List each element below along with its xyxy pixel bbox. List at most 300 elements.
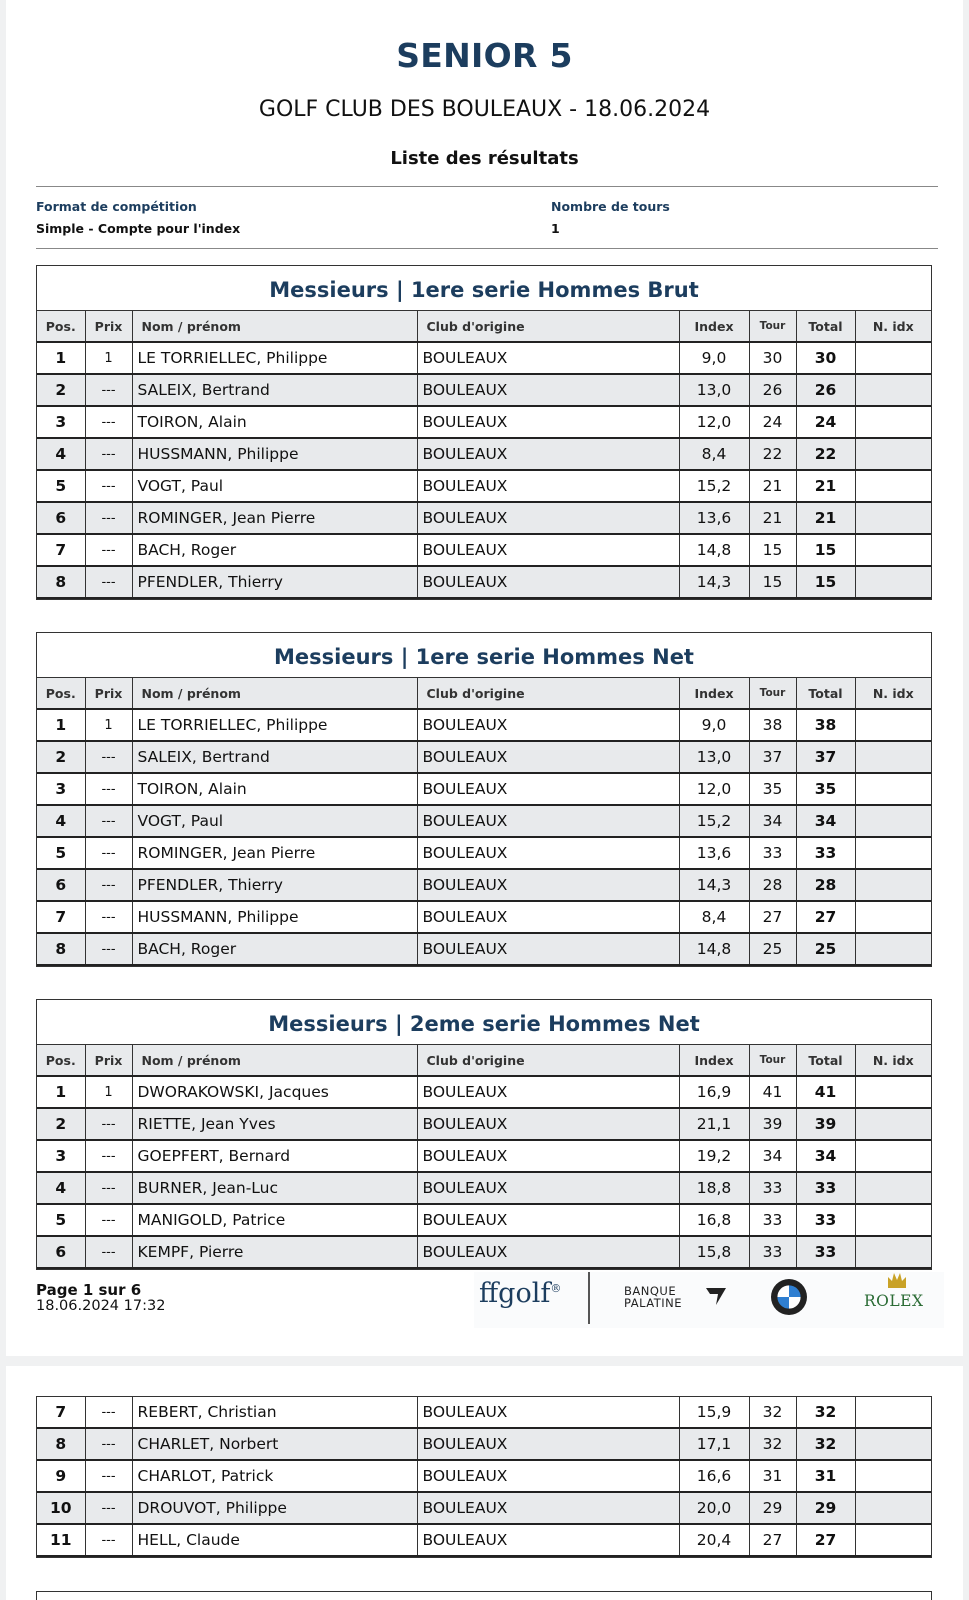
total-header: Total <box>796 678 855 709</box>
position-cell: 7 <box>37 534 85 566</box>
round-score-cell: 33 <box>749 837 796 869</box>
index-cell: 8,4 <box>679 901 749 933</box>
index-cell: 13,6 <box>679 837 749 869</box>
club-and-date: GOLF CLUB DES BOULEAUX - 18.06.2024 <box>258 97 711 122</box>
index-cell: 20,4 <box>679 1524 749 1556</box>
round-score-cell: 27 <box>749 1524 796 1556</box>
prize-cell: --- <box>85 534 132 566</box>
index-cell: 14,8 <box>679 534 749 566</box>
player-name-cell: TOIRON, Alain <box>132 406 417 438</box>
round-score-cell: 37 <box>749 741 796 773</box>
position-cell: 2 <box>37 374 85 406</box>
club-cell: BOULEAUX <box>417 1460 679 1492</box>
tour-header: Tour <box>749 678 796 709</box>
round-score-cell: 28 <box>749 869 796 901</box>
total-header: Total <box>796 1045 855 1076</box>
prize-cell: --- <box>85 805 132 837</box>
new-index-cell <box>855 534 931 566</box>
position-cell: 2 <box>37 1108 85 1140</box>
position-cell: 6 <box>37 502 85 534</box>
position-cell: 1 <box>37 342 85 374</box>
position-cell: 11 <box>37 1524 85 1556</box>
total-cell: 30 <box>796 342 855 374</box>
round-score-cell: 30 <box>749 342 796 374</box>
position-cell: 5 <box>37 470 85 502</box>
total-cell: 32 <box>796 1428 855 1460</box>
table-row <box>37 502 931 534</box>
player-name-cell: CHARLET, Norbert <box>132 1428 417 1460</box>
player-name-cell: BACH, Roger <box>132 534 417 566</box>
player-name-cell: ROMINGER, Jean Pierre <box>132 502 417 534</box>
position-cell: 6 <box>37 1236 85 1268</box>
round-score-cell: 33 <box>749 1236 796 1268</box>
table-row <box>37 805 931 837</box>
player-name-cell: MANIGOLD, Patrice <box>132 1204 417 1236</box>
table-row <box>37 406 931 438</box>
total-cell: 33 <box>796 1236 855 1268</box>
player-name-cell: RIETTE, Jean Yves <box>132 1108 417 1140</box>
table-row <box>37 1524 931 1556</box>
player-name-cell: HUSSMANN, Philippe <box>132 901 417 933</box>
total-cell: 34 <box>796 805 855 837</box>
player-name-cell: SALEIX, Bertrand <box>132 741 417 773</box>
new-index-cell <box>855 709 931 741</box>
results-table <box>37 311 931 599</box>
position-cell: 1 <box>37 709 85 741</box>
total-cell: 29 <box>796 1492 855 1524</box>
table-row <box>37 773 931 805</box>
club-cell: BOULEAUX <box>417 1492 679 1524</box>
table-row <box>37 1460 931 1492</box>
index-cell: 14,8 <box>679 933 749 965</box>
index-cell: 9,0 <box>679 709 749 741</box>
name-header: Nom / prénom <box>132 311 417 342</box>
position-cell: 6 <box>37 869 85 901</box>
total-cell: 21 <box>796 470 855 502</box>
club-cell: BOULEAUX <box>417 1428 679 1460</box>
total-cell: 15 <box>796 534 855 566</box>
position-cell: 8 <box>37 933 85 965</box>
palatine-emblem-icon <box>704 1285 728 1307</box>
position-cell: 7 <box>37 1397 85 1428</box>
position-cell: 3 <box>37 773 85 805</box>
prize-cell: 1 <box>85 709 132 741</box>
index-cell: 12,0 <box>679 406 749 438</box>
position-cell: 8 <box>37 1428 85 1460</box>
index-cell: 16,9 <box>679 1076 749 1108</box>
index-cell: 15,2 <box>679 470 749 502</box>
index-cell: 12,0 <box>679 773 749 805</box>
position-cell: 5 <box>37 837 85 869</box>
club-cell: BOULEAUX <box>417 406 679 438</box>
table-row <box>37 1492 931 1524</box>
results-section-continued <box>36 1396 932 1558</box>
palatine-word: PALATINE <box>624 1296 682 1310</box>
position-cell: 3 <box>37 1140 85 1172</box>
prix-header: Prix <box>85 678 132 709</box>
round-score-cell: 26 <box>749 374 796 406</box>
table-row <box>37 1204 931 1236</box>
index-cell: 21,1 <box>679 1108 749 1140</box>
header-row <box>37 311 931 342</box>
club-cell: BOULEAUX <box>417 534 679 566</box>
player-name-cell: DWORAKOWSKI, Jacques <box>132 1076 417 1108</box>
new-index-cell <box>855 1397 931 1428</box>
prize-cell: --- <box>85 1397 132 1428</box>
new-index-cell <box>855 502 931 534</box>
index-cell: 18,8 <box>679 1172 749 1204</box>
logo-separator <box>588 1272 590 1324</box>
position-cell: 4 <box>37 1172 85 1204</box>
total-cell: 27 <box>796 901 855 933</box>
section-title: Messieurs | 1ere serie Hommes Brut <box>37 266 931 311</box>
player-name-cell: REBERT, Christian <box>132 1397 417 1428</box>
club-cell: BOULEAUX <box>417 342 679 374</box>
new-index-cell <box>855 406 931 438</box>
prize-cell: --- <box>85 869 132 901</box>
total-cell: 41 <box>796 1076 855 1108</box>
index-cell: 8,4 <box>679 438 749 470</box>
banque-palatine-logo <box>624 1285 682 1309</box>
index-cell: 17,1 <box>679 1428 749 1460</box>
position-cell: 4 <box>37 805 85 837</box>
round-score-cell: 41 <box>749 1076 796 1108</box>
prize-cell: --- <box>85 1492 132 1524</box>
round-score-cell: 15 <box>749 534 796 566</box>
prize-cell: --- <box>85 470 132 502</box>
new-index-cell <box>855 566 931 598</box>
round-score-cell: 33 <box>749 1204 796 1236</box>
prize-cell: --- <box>85 1108 132 1140</box>
total-cell: 26 <box>796 374 855 406</box>
results-table <box>37 1397 931 1557</box>
position-cell: 5 <box>37 1204 85 1236</box>
club-header: Club d'origine <box>417 678 679 709</box>
club-cell: BOULEAUX <box>417 1172 679 1204</box>
name-header: Nom / prénom <box>132 1045 417 1076</box>
total-cell: 39 <box>796 1108 855 1140</box>
position-cell: 8 <box>37 566 85 598</box>
table-row <box>37 837 931 869</box>
round-score-cell: 34 <box>749 1140 796 1172</box>
tours-label: Nombre de tours <box>551 199 670 214</box>
section-title: Messieurs | 1ere serie Hommes Net <box>37 633 931 678</box>
index-cell: 19,2 <box>679 1140 749 1172</box>
club-header: Club d'origine <box>417 1045 679 1076</box>
club-cell: BOULEAUX <box>417 470 679 502</box>
total-cell: 31 <box>796 1460 855 1492</box>
prize-cell: 1 <box>85 1076 132 1108</box>
total-cell: 34 <box>796 1140 855 1172</box>
total-cell: 27 <box>796 1524 855 1556</box>
new-index-cell <box>855 342 931 374</box>
club-cell: BOULEAUX <box>417 837 679 869</box>
format-label: Format de compétition <box>36 199 197 214</box>
format-value: Simple - Compte pour l'index <box>36 221 241 236</box>
index-cell: 14,3 <box>679 869 749 901</box>
index-cell: 13,6 <box>679 502 749 534</box>
tour-header: Tour <box>749 1045 796 1076</box>
round-score-cell: 38 <box>749 709 796 741</box>
table-row <box>37 933 931 965</box>
round-score-cell: 29 <box>749 1492 796 1524</box>
round-score-cell: 21 <box>749 502 796 534</box>
position-cell: 2 <box>37 741 85 773</box>
club-cell: BOULEAUX <box>417 1397 679 1428</box>
nidx-header: N. idx <box>855 1045 931 1076</box>
table-row <box>37 1108 931 1140</box>
total-cell: 21 <box>796 502 855 534</box>
ffgolf-logo <box>479 1278 561 1309</box>
prize-cell: --- <box>85 901 132 933</box>
table-row <box>37 869 931 901</box>
rolex-crown-icon <box>886 1269 908 1289</box>
prize-cell: --- <box>85 1204 132 1236</box>
club-cell: BOULEAUX <box>417 741 679 773</box>
index-cell: 13,0 <box>679 741 749 773</box>
prize-cell: --- <box>85 837 132 869</box>
total-cell: 33 <box>796 1204 855 1236</box>
table-row <box>37 1076 931 1108</box>
player-name-cell: LE TORRIELLEC, Philippe <box>132 709 417 741</box>
club-cell: BOULEAUX <box>417 566 679 598</box>
total-cell: 24 <box>796 406 855 438</box>
index-cell: 16,6 <box>679 1460 749 1492</box>
club-cell: BOULEAUX <box>417 901 679 933</box>
results-page-2 <box>6 1366 963 1600</box>
table-row <box>37 1397 931 1428</box>
new-index-cell <box>855 1108 931 1140</box>
pos-header: Pos. <box>37 311 85 342</box>
total-cell: 33 <box>796 837 855 869</box>
results-section <box>36 265 932 600</box>
prize-cell: --- <box>85 502 132 534</box>
total-cell: 25 <box>796 933 855 965</box>
results-table <box>37 678 931 966</box>
table-row <box>37 741 931 773</box>
index-cell: 15,2 <box>679 805 749 837</box>
total-cell: 38 <box>796 709 855 741</box>
rolex-logo: ROLEX <box>864 1292 924 1310</box>
new-index-cell <box>855 773 931 805</box>
player-name-cell: TOIRON, Alain <box>132 773 417 805</box>
divider <box>36 186 938 187</box>
header-row <box>37 678 931 709</box>
tours-value: 1 <box>551 221 560 236</box>
new-index-cell <box>855 1428 931 1460</box>
nidx-header: N. idx <box>855 311 931 342</box>
position-cell: 4 <box>37 438 85 470</box>
club-cell: BOULEAUX <box>417 1076 679 1108</box>
divider <box>36 248 938 249</box>
round-score-cell: 39 <box>749 1108 796 1140</box>
prize-cell: --- <box>85 1140 132 1172</box>
prix-header: Prix <box>85 311 132 342</box>
player-name-cell: HELL, Claude <box>132 1524 417 1556</box>
player-name-cell: BACH, Roger <box>132 933 417 965</box>
club-cell: BOULEAUX <box>417 438 679 470</box>
position-cell: 9 <box>37 1460 85 1492</box>
position-cell: 10 <box>37 1492 85 1524</box>
new-index-cell <box>855 438 931 470</box>
prize-cell: --- <box>85 1460 132 1492</box>
round-score-cell: 15 <box>749 566 796 598</box>
total-cell: 37 <box>796 741 855 773</box>
club-cell: BOULEAUX <box>417 869 679 901</box>
results-section <box>36 999 932 1270</box>
player-name-cell: ROMINGER, Jean Pierre <box>132 837 417 869</box>
new-index-cell <box>855 837 931 869</box>
round-score-cell: 31 <box>749 1460 796 1492</box>
results-page-1 <box>6 0 963 1356</box>
prize-cell: --- <box>85 438 132 470</box>
page-number: Page 1 sur 6 <box>36 1281 142 1299</box>
banque-word: BANQUE <box>624 1284 677 1298</box>
total-cell: 32 <box>796 1397 855 1428</box>
total-header: Total <box>796 311 855 342</box>
player-name-cell: PFENDLER, Thierry <box>132 869 417 901</box>
new-index-cell <box>855 374 931 406</box>
round-score-cell: 24 <box>749 406 796 438</box>
index-cell: 20,0 <box>679 1492 749 1524</box>
nidx-header: N. idx <box>855 678 931 709</box>
registered-mark: ® <box>550 1282 562 1295</box>
index-cell: 9,0 <box>679 342 749 374</box>
player-name-cell: HUSSMANN, Philippe <box>132 438 417 470</box>
competition-title: SENIOR 5 <box>396 36 573 75</box>
club-cell: BOULEAUX <box>417 374 679 406</box>
index-header: Index <box>679 311 749 342</box>
print-datetime: 18.06.2024 17:32 <box>36 1298 166 1314</box>
ffgolf-wordmark: ffgolf <box>479 1278 551 1309</box>
table-row <box>37 1172 931 1204</box>
name-header: Nom / prénom <box>132 678 417 709</box>
results-section <box>36 632 932 967</box>
header-row <box>37 1045 931 1076</box>
total-cell: 35 <box>796 773 855 805</box>
new-index-cell <box>855 1172 931 1204</box>
new-index-cell <box>855 1076 931 1108</box>
new-index-cell <box>855 933 931 965</box>
total-cell: 15 <box>796 566 855 598</box>
player-name-cell: CHARLOT, Patrick <box>132 1460 417 1492</box>
list-title: Liste des résultats <box>390 148 579 169</box>
table-row <box>37 1428 931 1460</box>
total-cell: 22 <box>796 438 855 470</box>
club-cell: BOULEAUX <box>417 709 679 741</box>
index-cell: 14,3 <box>679 566 749 598</box>
index-header: Index <box>679 678 749 709</box>
prize-cell: --- <box>85 773 132 805</box>
round-score-cell: 32 <box>749 1397 796 1428</box>
pos-header: Pos. <box>37 678 85 709</box>
player-name-cell: VOGT, Paul <box>132 470 417 502</box>
new-index-cell <box>855 1140 931 1172</box>
next-section-frame <box>36 1591 932 1600</box>
new-index-cell <box>855 1204 931 1236</box>
player-name-cell: DROUVOT, Philippe <box>132 1492 417 1524</box>
round-score-cell: 33 <box>749 1172 796 1204</box>
table-row <box>37 901 931 933</box>
club-cell: BOULEAUX <box>417 502 679 534</box>
new-index-cell <box>855 1492 931 1524</box>
player-name-cell: KEMPF, Pierre <box>132 1236 417 1268</box>
prize-cell: --- <box>85 566 132 598</box>
prize-cell: --- <box>85 1524 132 1556</box>
tour-header: Tour <box>749 311 796 342</box>
prix-header: Prix <box>85 1045 132 1076</box>
player-name-cell: PFENDLER, Thierry <box>132 566 417 598</box>
prize-cell: --- <box>85 1172 132 1204</box>
prize-cell: --- <box>85 741 132 773</box>
new-index-cell <box>855 1524 931 1556</box>
round-score-cell: 32 <box>749 1428 796 1460</box>
player-name-cell: VOGT, Paul <box>132 805 417 837</box>
table-row <box>37 1140 931 1172</box>
club-cell: BOULEAUX <box>417 1524 679 1556</box>
table-row <box>37 1236 931 1268</box>
club-cell: BOULEAUX <box>417 1204 679 1236</box>
new-index-cell <box>855 741 931 773</box>
index-cell: 13,0 <box>679 374 749 406</box>
total-cell: 33 <box>796 1172 855 1204</box>
club-header: Club d'origine <box>417 311 679 342</box>
new-index-cell <box>855 470 931 502</box>
club-cell: BOULEAUX <box>417 1236 679 1268</box>
index-cell: 15,8 <box>679 1236 749 1268</box>
club-cell: BOULEAUX <box>417 805 679 837</box>
table-row <box>37 438 931 470</box>
prize-cell: --- <box>85 374 132 406</box>
section-title: Messieurs | 2eme serie Hommes Net <box>37 1000 931 1045</box>
player-name-cell: LE TORRIELLEC, Philippe <box>132 342 417 374</box>
new-index-cell <box>855 1460 931 1492</box>
prize-cell: --- <box>85 1236 132 1268</box>
index-cell: 16,8 <box>679 1204 749 1236</box>
pos-header: Pos. <box>37 1045 85 1076</box>
round-score-cell: 22 <box>749 438 796 470</box>
club-cell: BOULEAUX <box>417 1140 679 1172</box>
index-cell: 15,9 <box>679 1397 749 1428</box>
prize-cell: --- <box>85 1428 132 1460</box>
player-name-cell: SALEIX, Bertrand <box>132 374 417 406</box>
player-name-cell: BURNER, Jean-Luc <box>132 1172 417 1204</box>
round-score-cell: 27 <box>749 901 796 933</box>
table-row <box>37 342 931 374</box>
table-row <box>37 709 931 741</box>
player-name-cell: GOEPFERT, Bernard <box>132 1140 417 1172</box>
club-cell: BOULEAUX <box>417 773 679 805</box>
round-score-cell: 34 <box>749 805 796 837</box>
index-header: Index <box>679 1045 749 1076</box>
bmw-roundel-icon <box>770 1278 808 1316</box>
results-table <box>37 1045 931 1269</box>
table-row <box>37 566 931 598</box>
prize-cell: 1 <box>85 342 132 374</box>
round-score-cell: 21 <box>749 470 796 502</box>
round-score-cell: 35 <box>749 773 796 805</box>
new-index-cell <box>855 869 931 901</box>
table-row <box>37 534 931 566</box>
new-index-cell <box>855 805 931 837</box>
table-row <box>37 374 931 406</box>
position-cell: 3 <box>37 406 85 438</box>
club-cell: BOULEAUX <box>417 1108 679 1140</box>
club-cell: BOULEAUX <box>417 933 679 965</box>
new-index-cell <box>855 1236 931 1268</box>
position-cell: 1 <box>37 1076 85 1108</box>
total-cell: 28 <box>796 869 855 901</box>
